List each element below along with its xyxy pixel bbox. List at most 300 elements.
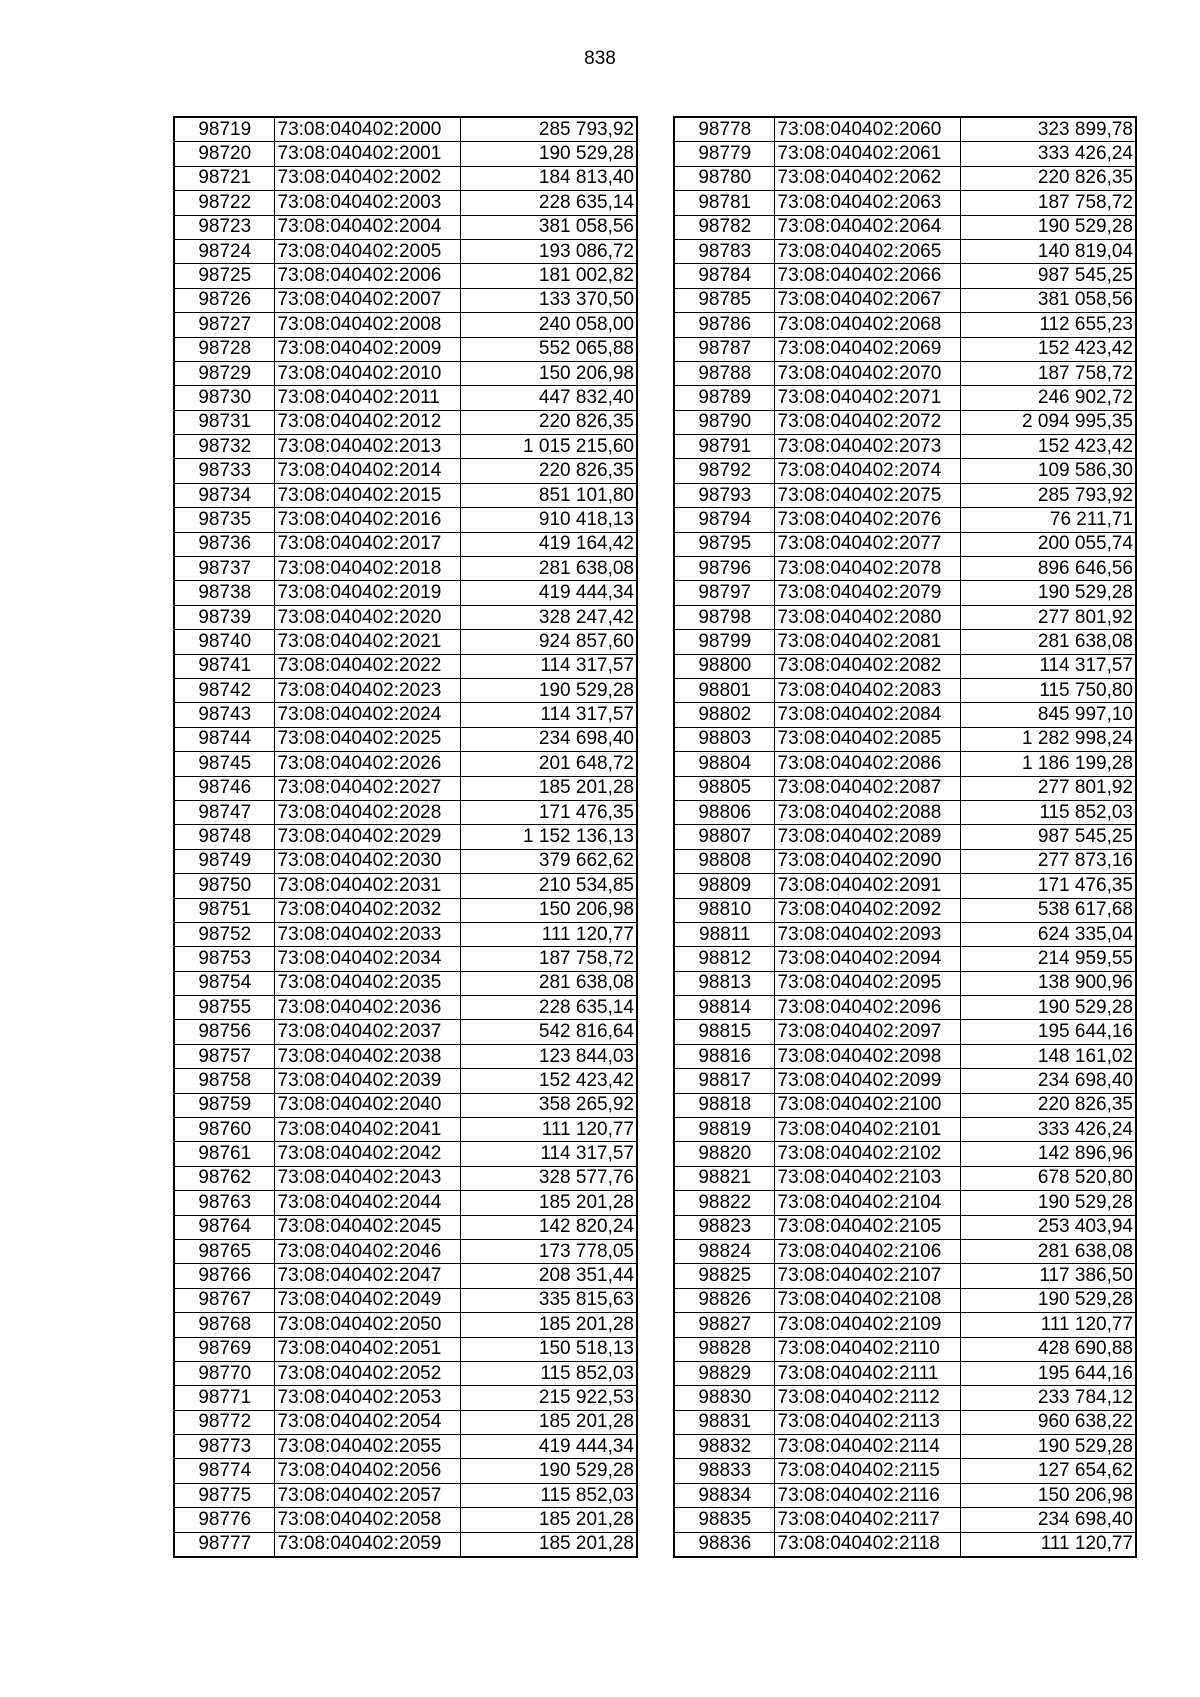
table-row [174,630,637,654]
row-number-cell: 98829 [674,1361,774,1385]
table-row [674,1020,1136,1044]
value-cell: 2 094 995,35 [960,410,1136,434]
row-number-cell: 98782 [674,215,774,239]
value-cell: 1 015 215,60 [460,435,637,459]
value-cell: 114 317,57 [460,703,637,727]
value-cell: 240 058,00 [460,313,637,337]
table-row [674,264,1136,288]
row-number-cell: 98825 [674,1264,774,1288]
row-number-cell: 98817 [674,1069,774,1093]
cadastral-number-cell: 73:08:040402:2053 [274,1386,460,1410]
cadastral-number-cell: 73:08:040402:2022 [274,654,460,678]
value-cell: 148 161,02 [960,1044,1136,1068]
row-number-cell: 98827 [674,1313,774,1337]
cadastral-number-cell: 73:08:040402:2007 [274,288,460,312]
table-row [174,727,637,751]
table-row [174,1386,637,1410]
row-number-cell: 98792 [674,459,774,483]
value-cell: 285 793,92 [460,117,637,142]
cadastral-number-cell: 73:08:040402:2086 [774,752,960,776]
row-number-cell: 98761 [174,1142,274,1166]
row-number-cell: 98818 [674,1093,774,1117]
cadastral-number-cell: 73:08:040402:2107 [774,1264,960,1288]
cadastral-number-cell: 73:08:040402:2090 [774,849,960,873]
table-row [674,1410,1136,1434]
value-cell: 150 518,13 [460,1337,637,1361]
cadastral-number-cell: 73:08:040402:2054 [274,1410,460,1434]
table-row [674,825,1136,849]
value-cell: 115 852,03 [960,800,1136,824]
cadastral-number-cell: 73:08:040402:2052 [274,1361,460,1385]
cadastral-number-cell: 73:08:040402:2116 [774,1483,960,1507]
cadastral-number-cell: 73:08:040402:2085 [774,727,960,751]
cadastral-number-cell: 73:08:040402:2012 [274,410,460,434]
row-number-cell: 98798 [674,605,774,629]
cadastral-number-cell: 73:08:040402:2028 [274,800,460,824]
value-cell: 447 832,40 [460,386,637,410]
table-row [174,874,637,898]
value-cell: 678 520,80 [960,1166,1136,1190]
table-row [674,1191,1136,1215]
table-row [174,142,637,166]
row-number-cell: 98832 [674,1435,774,1459]
table-row [674,630,1136,654]
value-cell: 281 638,08 [960,1239,1136,1263]
value-cell: 140 819,04 [960,239,1136,263]
table-row [174,386,637,410]
cadastral-number-cell: 73:08:040402:2096 [774,996,960,1020]
value-cell: 246 902,72 [960,386,1136,410]
value-cell: 228 635,14 [460,191,637,215]
table-row [674,1532,1136,1557]
row-number-cell: 98835 [674,1508,774,1532]
table-row [174,288,637,312]
table-row [174,117,637,142]
value-cell: 358 265,92 [460,1093,637,1117]
value-cell: 115 750,80 [960,678,1136,702]
row-number-cell: 98736 [174,532,274,556]
value-cell: 896 646,56 [960,557,1136,581]
table-row [674,971,1136,995]
value-cell: 285 793,92 [960,483,1136,507]
cadastral-number-cell: 73:08:040402:2101 [774,1118,960,1142]
value-cell: 152 423,42 [960,337,1136,361]
cadastral-number-cell: 73:08:040402:2011 [274,386,460,410]
value-cell: 76 211,71 [960,508,1136,532]
cadastral-number-cell: 73:08:040402:2015 [274,483,460,507]
row-number-cell: 98730 [174,386,274,410]
cadastral-number-cell: 73:08:040402:2057 [274,1483,460,1507]
cadastral-number-cell: 73:08:040402:2024 [274,703,460,727]
cadastral-number-cell: 73:08:040402:2021 [274,630,460,654]
table-row [674,117,1136,142]
value-cell: 173 778,05 [460,1239,637,1263]
cadastral-number-cell: 73:08:040402:2044 [274,1191,460,1215]
cadastral-number-cell: 73:08:040402:2014 [274,459,460,483]
table-row [674,1142,1136,1166]
table-row [174,1020,637,1044]
cadastral-number-cell: 73:08:040402:2061 [774,142,960,166]
row-number-cell: 98727 [174,313,274,337]
table-row [674,1483,1136,1507]
value-cell: 419 444,34 [460,581,637,605]
cadastral-number-cell: 73:08:040402:2089 [774,825,960,849]
value-cell: 187 758,72 [960,191,1136,215]
row-number-cell: 98756 [174,1020,274,1044]
table-row [174,1361,637,1385]
cadastral-number-cell: 73:08:040402:2070 [774,361,960,385]
value-cell: 220 826,35 [460,459,637,483]
row-number-cell: 98757 [174,1044,274,1068]
value-cell: 220 826,35 [960,1093,1136,1117]
row-number-cell: 98786 [674,313,774,337]
value-cell: 214 959,55 [960,947,1136,971]
table-row [674,1264,1136,1288]
row-number-cell: 98725 [174,264,274,288]
cadastral-number-cell: 73:08:040402:2067 [774,288,960,312]
table-row [674,1508,1136,1532]
table-row [174,703,637,727]
table-row [674,1288,1136,1312]
value-cell: 220 826,35 [960,166,1136,190]
value-cell: 109 586,30 [960,459,1136,483]
row-number-cell: 98811 [674,922,774,946]
value-cell: 381 058,56 [460,215,637,239]
table-row [174,337,637,361]
cadastral-number-cell: 73:08:040402:2111 [774,1361,960,1385]
cadastral-number-cell: 73:08:040402:2051 [274,1337,460,1361]
cadastral-number-cell: 73:08:040402:2093 [774,922,960,946]
value-cell: 133 370,50 [460,288,637,312]
row-number-cell: 98788 [674,361,774,385]
cadastral-number-cell: 73:08:040402:2029 [274,825,460,849]
row-number-cell: 98781 [674,191,774,215]
cadastral-number-cell: 73:08:040402:2002 [274,166,460,190]
cadastral-number-cell: 73:08:040402:2066 [774,264,960,288]
row-number-cell: 98806 [674,800,774,824]
cadastral-number-cell: 73:08:040402:2092 [774,898,960,922]
cadastral-number-cell: 73:08:040402:2087 [774,776,960,800]
table-row [174,1410,637,1434]
table-row [674,1337,1136,1361]
table-row [174,557,637,581]
cadastral-number-cell: 73:08:040402:2033 [274,922,460,946]
table-row [674,483,1136,507]
value-cell: 127 654,62 [960,1459,1136,1483]
cadastral-number-cell: 73:08:040402:2115 [774,1459,960,1483]
table-row [174,849,637,873]
row-number-cell: 98745 [174,752,274,776]
value-cell: 190 529,28 [960,1288,1136,1312]
row-number-cell: 98722 [174,191,274,215]
cadastral-number-cell: 73:08:040402:2023 [274,678,460,702]
cadastral-number-cell: 73:08:040402:2074 [774,459,960,483]
value-cell: 845 997,10 [960,703,1136,727]
value-cell: 281 638,08 [960,630,1136,654]
value-cell: 185 201,28 [460,776,637,800]
table-row [174,264,637,288]
row-number-cell: 98769 [174,1337,274,1361]
cadastral-table-left [173,116,638,1558]
cadastral-number-cell: 73:08:040402:2118 [774,1532,960,1557]
row-number-cell: 98734 [174,483,274,507]
cadastral-number-cell: 73:08:040402:2108 [774,1288,960,1312]
row-number-cell: 98772 [174,1410,274,1434]
table-row [674,1386,1136,1410]
table-row [174,1069,637,1093]
table-row [174,1239,637,1263]
table-row [174,800,637,824]
row-number-cell: 98813 [674,971,774,995]
value-cell: 117 386,50 [960,1264,1136,1288]
row-number-cell: 98726 [174,288,274,312]
table-row [674,703,1136,727]
cadastral-number-cell: 73:08:040402:2017 [274,532,460,556]
row-number-cell: 98790 [674,410,774,434]
row-number-cell: 98789 [674,386,774,410]
cadastral-number-cell: 73:08:040402:2043 [274,1166,460,1190]
cadastral-table-right [673,116,1137,1558]
cadastral-number-cell: 73:08:040402:2026 [274,752,460,776]
value-cell: 185 201,28 [460,1410,637,1434]
table-row [174,1532,637,1557]
table-row [674,361,1136,385]
value-cell: 111 120,77 [960,1532,1136,1557]
row-number-cell: 98819 [674,1118,774,1142]
row-number-cell: 98824 [674,1239,774,1263]
value-cell: 111 120,77 [960,1313,1136,1337]
cadastral-number-cell: 73:08:040402:2055 [274,1435,460,1459]
row-number-cell: 98823 [674,1215,774,1239]
value-cell: 924 857,60 [460,630,637,654]
row-number-cell: 98728 [174,337,274,361]
table-row [174,1435,637,1459]
row-number-cell: 98765 [174,1239,274,1263]
table-row [674,313,1136,337]
value-cell: 428 690,88 [960,1337,1136,1361]
row-number-cell: 98746 [174,776,274,800]
cadastral-number-cell: 73:08:040402:2006 [274,264,460,288]
cadastral-number-cell: 73:08:040402:2073 [774,435,960,459]
table-row [174,605,637,629]
table-row [674,191,1136,215]
value-cell: 419 444,34 [460,1435,637,1459]
row-number-cell: 98808 [674,849,774,873]
value-cell: 1 282 998,24 [960,727,1136,751]
row-number-cell: 98833 [674,1459,774,1483]
row-number-cell: 98809 [674,874,774,898]
row-number-cell: 98747 [174,800,274,824]
cadastral-number-cell: 73:08:040402:2102 [774,1142,960,1166]
value-cell: 195 644,16 [960,1020,1136,1044]
row-number-cell: 98826 [674,1288,774,1312]
cadastral-number-cell: 73:08:040402:2037 [274,1020,460,1044]
cadastral-number-cell: 73:08:040402:2069 [774,337,960,361]
value-cell: 987 545,25 [960,264,1136,288]
table-row [674,922,1136,946]
cadastral-number-cell: 73:08:040402:2008 [274,313,460,337]
table-row [174,947,637,971]
cadastral-number-cell: 73:08:040402:2072 [774,410,960,434]
page-number: 838 [584,48,616,69]
value-cell: 114 317,57 [960,654,1136,678]
row-number-cell: 98784 [674,264,774,288]
row-number-cell: 98753 [174,947,274,971]
value-cell: 200 055,74 [960,532,1136,556]
row-number-cell: 98797 [674,581,774,605]
value-cell: 1 186 199,28 [960,752,1136,776]
value-cell: 185 201,28 [460,1508,637,1532]
table-row [174,1288,637,1312]
table-row [174,1093,637,1117]
value-cell: 185 201,28 [460,1532,637,1557]
row-number-cell: 98743 [174,703,274,727]
value-cell: 381 058,56 [960,288,1136,312]
table-row [674,605,1136,629]
row-number-cell: 98733 [174,459,274,483]
value-cell: 277 873,16 [960,849,1136,873]
cadastral-number-cell: 73:08:040402:2042 [274,1142,460,1166]
row-number-cell: 98799 [674,630,774,654]
table-row [174,776,637,800]
row-number-cell: 98762 [174,1166,274,1190]
row-number-cell: 98807 [674,825,774,849]
table-row [674,410,1136,434]
cadastral-number-cell: 73:08:040402:2082 [774,654,960,678]
table-row [174,166,637,190]
value-cell: 1 152 136,13 [460,825,637,849]
value-cell: 552 065,88 [460,337,637,361]
value-cell: 152 423,42 [460,1069,637,1093]
value-cell: 253 403,94 [960,1215,1136,1239]
row-number-cell: 98770 [174,1361,274,1385]
row-number-cell: 98773 [174,1435,274,1459]
row-number-cell: 98771 [174,1386,274,1410]
value-cell: 328 577,76 [460,1166,637,1190]
table-row [174,215,637,239]
row-number-cell: 98836 [674,1532,774,1557]
value-cell: 960 638,22 [960,1410,1136,1434]
row-number-cell: 98748 [174,825,274,849]
cadastral-number-cell: 73:08:040402:2112 [774,1386,960,1410]
value-cell: 190 529,28 [460,1459,637,1483]
row-number-cell: 98731 [174,410,274,434]
row-number-cell: 98791 [674,435,774,459]
table-row [174,1264,637,1288]
value-cell: 150 206,98 [460,361,637,385]
cadastral-number-cell: 73:08:040402:2019 [274,581,460,605]
row-number-cell: 98783 [674,239,774,263]
table-row [674,947,1136,971]
row-number-cell: 98802 [674,703,774,727]
cadastral-number-cell: 73:08:040402:2080 [774,605,960,629]
cadastral-number-cell: 73:08:040402:2100 [774,1093,960,1117]
table-row [174,483,637,507]
value-cell: 115 852,03 [460,1483,637,1507]
row-number-cell: 98815 [674,1020,774,1044]
value-cell: 234 698,40 [960,1508,1136,1532]
cadastral-number-cell: 73:08:040402:2010 [274,361,460,385]
value-cell: 281 638,08 [460,557,637,581]
row-number-cell: 98737 [174,557,274,581]
table-row [174,1459,637,1483]
value-cell: 195 644,16 [960,1361,1136,1385]
table-row [674,459,1136,483]
cadastral-number-cell: 73:08:040402:2110 [774,1337,960,1361]
value-cell: 190 529,28 [960,1435,1136,1459]
row-number-cell: 98766 [174,1264,274,1288]
table-row [674,1361,1136,1385]
cadastral-number-cell: 73:08:040402:2056 [274,1459,460,1483]
row-number-cell: 98801 [674,678,774,702]
cadastral-number-cell: 73:08:040402:2038 [274,1044,460,1068]
row-number-cell: 98830 [674,1386,774,1410]
row-number-cell: 98803 [674,727,774,751]
cadastral-number-cell: 73:08:040402:2094 [774,947,960,971]
value-cell: 335 815,63 [460,1288,637,1312]
row-number-cell: 98741 [174,654,274,678]
cadastral-number-cell: 73:08:040402:2047 [274,1264,460,1288]
table-row [174,1118,637,1142]
table-row [674,1118,1136,1142]
cadastral-number-cell: 73:08:040402:2068 [774,313,960,337]
row-number-cell: 98760 [174,1118,274,1142]
table-row [174,1191,637,1215]
table-row [674,508,1136,532]
cadastral-number-cell: 73:08:040402:2016 [274,508,460,532]
table-row [674,337,1136,361]
row-number-cell: 98724 [174,239,274,263]
value-cell: 185 201,28 [460,1191,637,1215]
cadastral-number-cell: 73:08:040402:2009 [274,337,460,361]
row-number-cell: 98804 [674,752,774,776]
cadastral-number-cell: 73:08:040402:2032 [274,898,460,922]
row-number-cell: 98822 [674,1191,774,1215]
value-cell: 333 426,24 [960,1118,1136,1142]
cadastral-number-cell: 73:08:040402:2103 [774,1166,960,1190]
table-row [674,898,1136,922]
cadastral-number-cell: 73:08:040402:2071 [774,386,960,410]
table-row [174,313,637,337]
row-number-cell: 98785 [674,288,774,312]
value-cell: 193 086,72 [460,239,637,263]
cadastral-number-cell: 73:08:040402:2088 [774,800,960,824]
cadastral-number-cell: 73:08:040402:2000 [274,117,460,142]
table-row [674,557,1136,581]
row-number-cell: 98793 [674,483,774,507]
value-cell: 115 852,03 [460,1361,637,1385]
row-number-cell: 98763 [174,1191,274,1215]
table-row [174,1337,637,1361]
row-number-cell: 98834 [674,1483,774,1507]
table-row [174,898,637,922]
table-row [174,239,637,263]
row-number-cell: 98812 [674,947,774,971]
table-row [674,1435,1136,1459]
cadastral-number-cell: 73:08:040402:2098 [774,1044,960,1068]
cadastral-number-cell: 73:08:040402:2077 [774,532,960,556]
cadastral-number-cell: 73:08:040402:2001 [274,142,460,166]
value-cell: 323 899,78 [960,117,1136,142]
table-row [674,435,1136,459]
table-row [674,239,1136,263]
table-row [174,1142,637,1166]
cadastral-number-cell: 73:08:040402:2046 [274,1239,460,1263]
cadastral-number-cell: 73:08:040402:2095 [774,971,960,995]
cadastral-number-cell: 73:08:040402:2034 [274,947,460,971]
row-number-cell: 98752 [174,922,274,946]
cadastral-number-cell: 73:08:040402:2097 [774,1020,960,1044]
